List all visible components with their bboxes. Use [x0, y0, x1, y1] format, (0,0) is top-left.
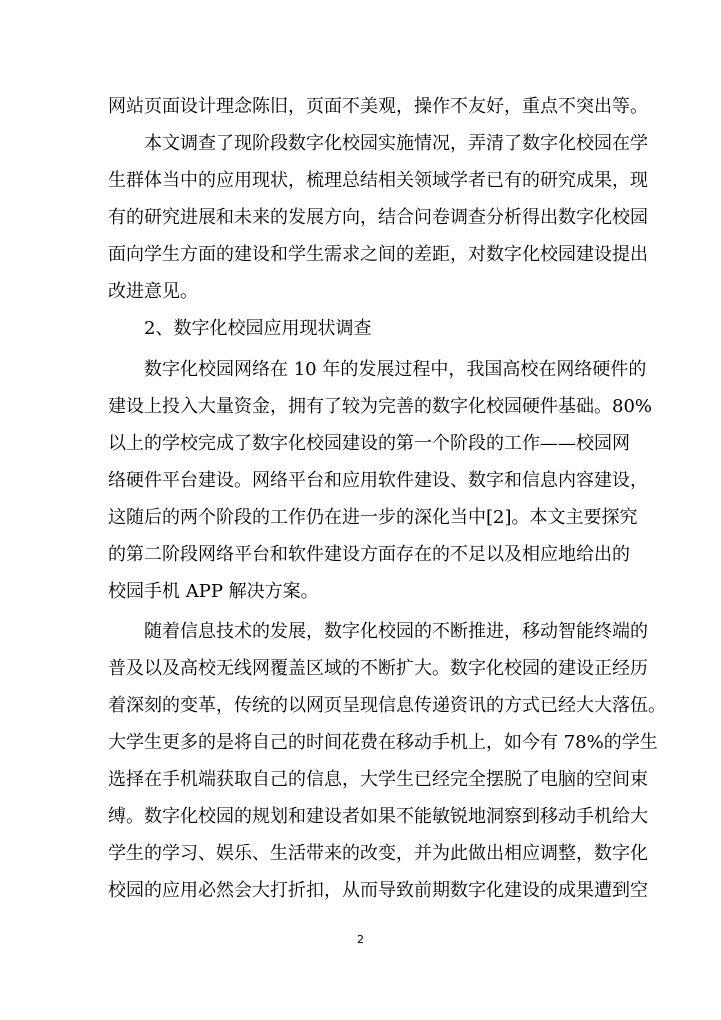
text-line: 缚。数字化校园的规划和建设者如果不能敏锐地洞察到移动手机给大 — [108, 806, 648, 827]
page-number: 2 — [357, 933, 364, 946]
text-line: 面向学生方面的建设和学生需求之间的差距，对数字化校园建设提出 — [108, 244, 648, 265]
text-line: 大学生更多的是将自己的时间花费在移动手机上，如今有 78%的学生 — [108, 732, 658, 753]
text-line: 普及以及高校无线网覆盖区域的不断扩大。数字化校园的建设正经历 — [108, 658, 648, 679]
text-line: 络硬件平台建设。网络平台和应用软件建设、数字和信息内容建设， — [108, 470, 648, 491]
text-line: 着深刻的变革，传统的以网页呈现信息传递资讯的方式已经大大落伍。 — [108, 695, 666, 716]
text-line: 有的研究进展和未来的发展方向，结合问卷调查分析得出数字化校园 — [108, 207, 648, 228]
text-line: 生群体当中的应用现状，梳理总结相关领域学者已有的研究成果，现 — [108, 170, 648, 191]
text-line: 以上的学校完成了数字化校园建设的第一个阶段的工作——校园网 — [108, 433, 630, 454]
paragraph-start-line: 数字化校园网络在 10 年的发展过程中，我国高校在网络硬件的 — [144, 359, 647, 380]
text-line: 建设上投入大量资金，拥有了较为完善的数字化校园硬件基础。80% — [108, 396, 653, 417]
text-line: 校园手机 APP 解决方案。 — [108, 581, 319, 602]
body-text — [108, 88, 666, 909]
text-line: 这随后的两个阶段的工作仍在进一步的深化当中[2]。本文主要探究 — [108, 507, 638, 528]
section-heading: 2、数字化校园应用现状调查 — [144, 318, 372, 339]
paragraph-start-line: 随着信息技术的发展，数字化校园的不断推进，移动智能终端的 — [144, 621, 648, 642]
paragraph-start-line: 本文调查了现阶段数字化校园实施情况，弄清了数字化校园在学 — [144, 133, 648, 154]
text-line: 的第二阶段网络平台和软件建设方面存在的不足以及相应地给出的 — [108, 544, 630, 565]
text-line: 选择在手机端获取自己的信息，大学生已经完全摆脱了电脑的空间束 — [108, 769, 648, 790]
text-line: 网站页面设计理念陈旧，页面不美观，操作不友好，重点不突出等。 — [108, 96, 648, 117]
text-line: 校园的应用必然会大打折扣，从而导致前期数字化建设的成果遭到空 — [108, 880, 648, 901]
text-line: 改进意见。 — [108, 281, 198, 302]
text-line: 学生的学习、娱乐、生活带来的改变，并为此做出相应调整，数字化 — [108, 843, 648, 864]
